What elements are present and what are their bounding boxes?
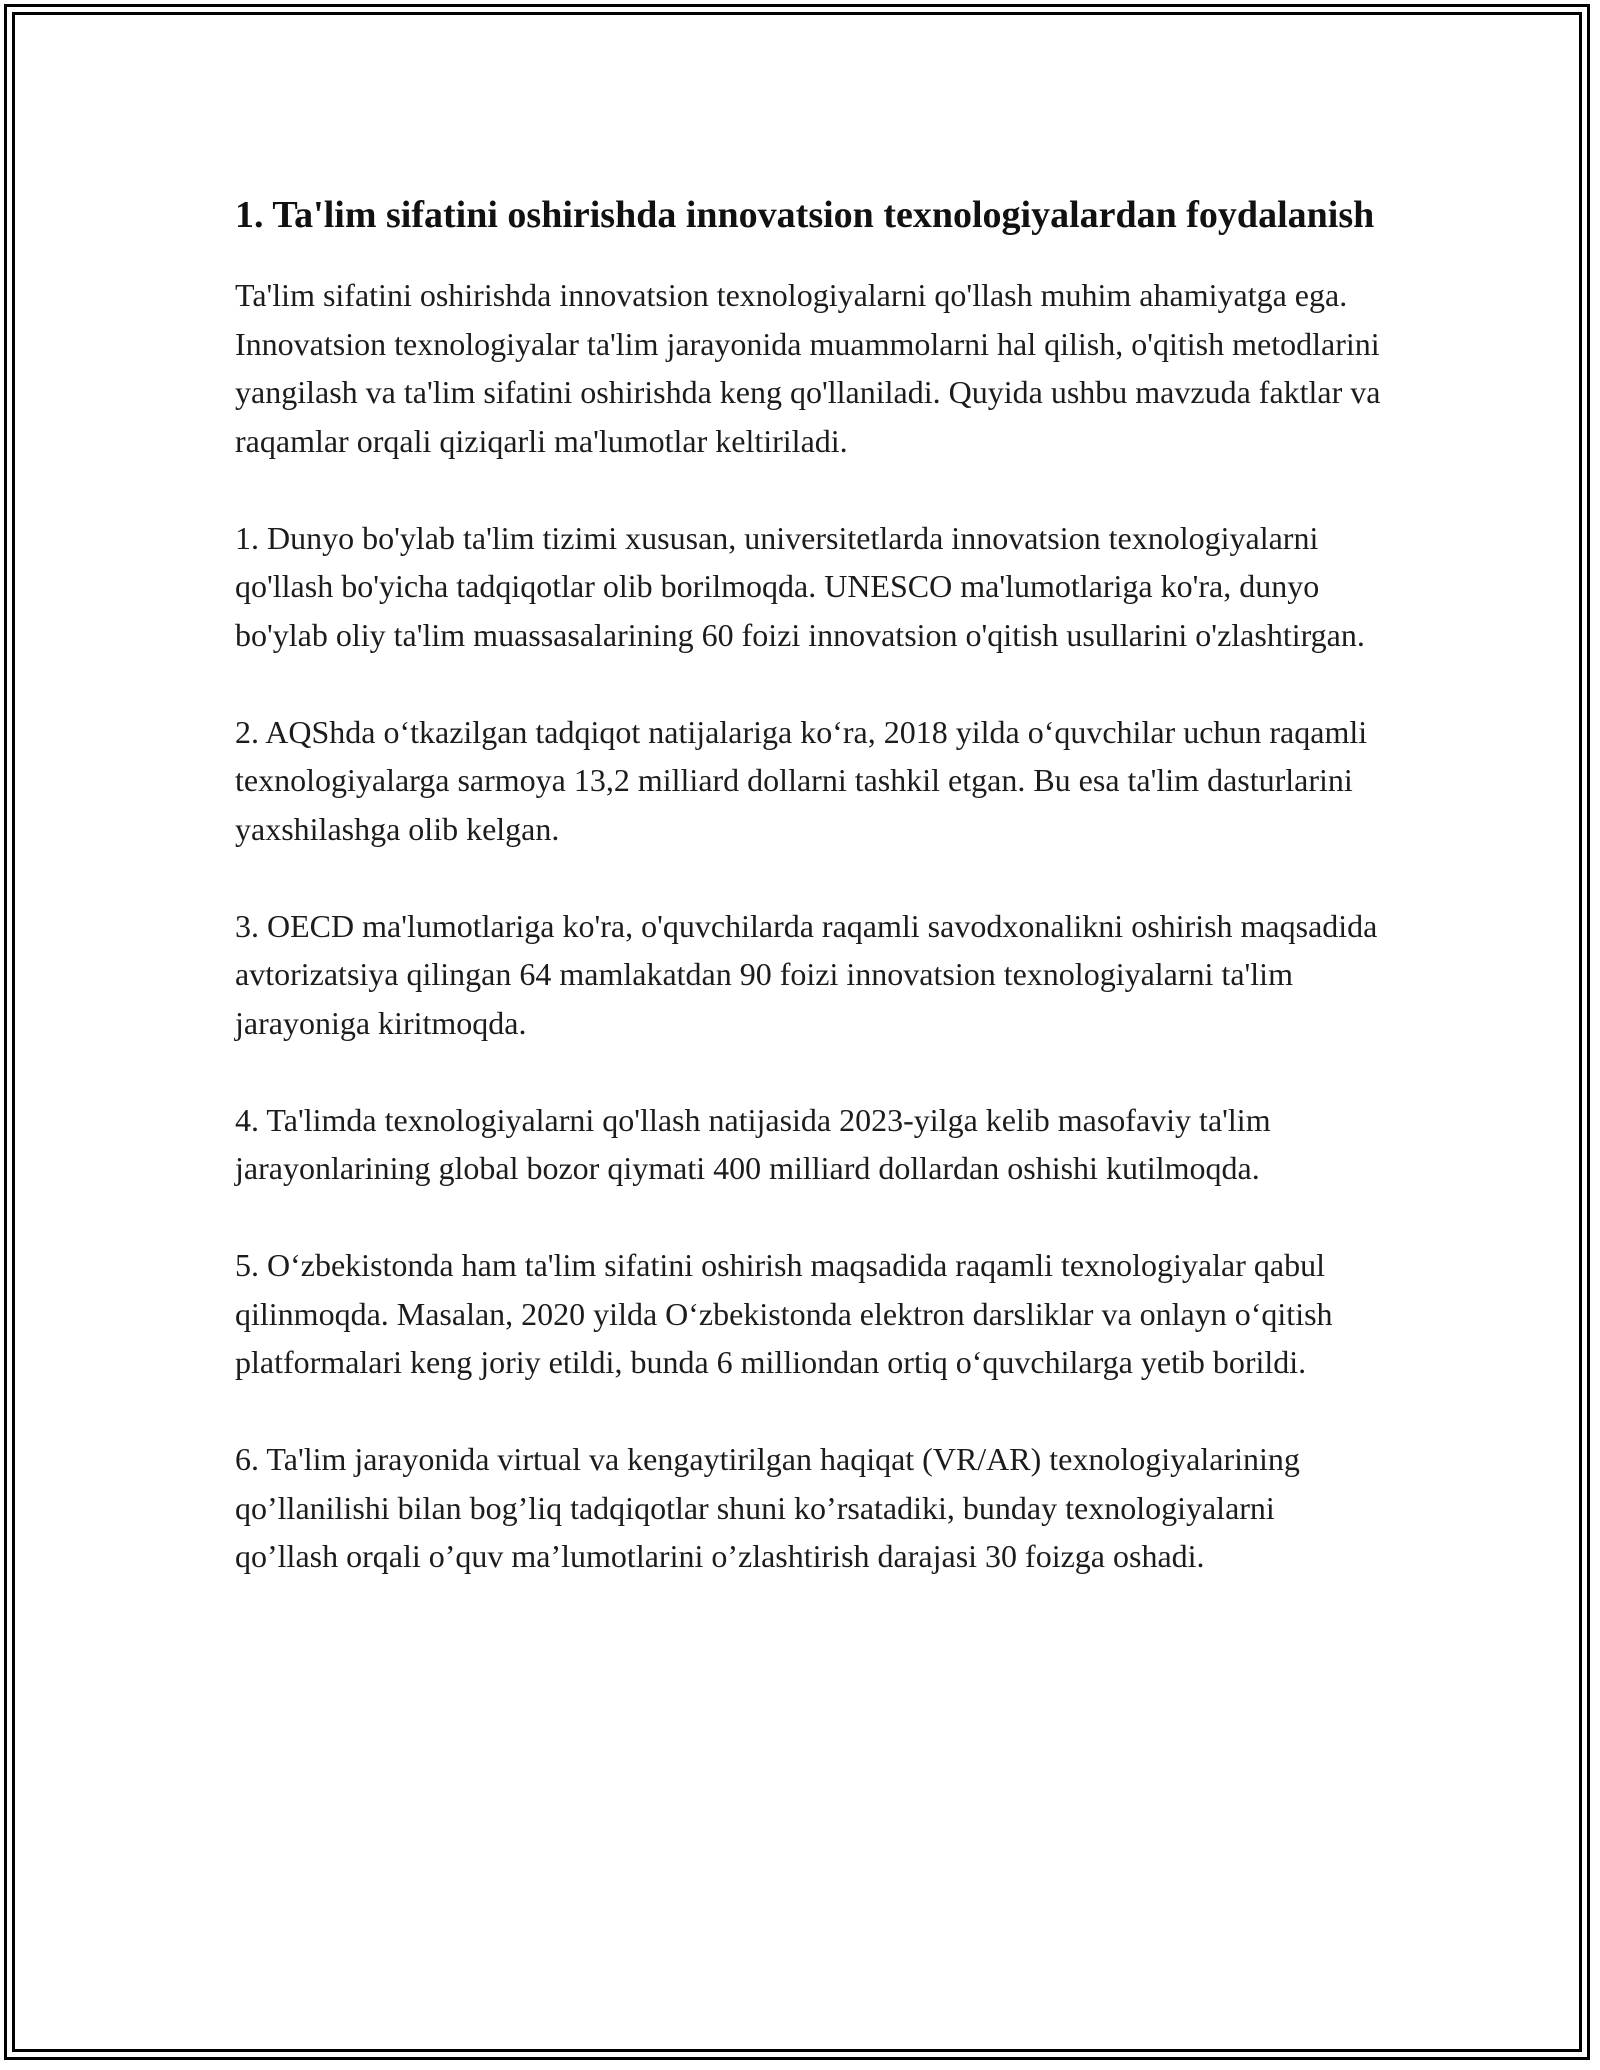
fact-paragraph-4: 4. Ta'limda texnologiyalarni qo'llash natijasida 2023-yilga kelib masofaviy ta'lim jarayonlarining global bozor qiymati 400 milliard dollardan oshishi kutilmoqda. xyxy=(235,1101,1271,1186)
fact-paragraph-3: 3. OECD ma'lumotlariga ko'ra, o'quvchilarda raqamli savodxonalikni oshirish maqsadida avtorizatsiya qilingan 64 mamlakatdan 90 foizi innovatsion texnologiyalarni ta'lim jarayoniga kiritmoqda. xyxy=(235,907,1378,1041)
fact-paragraph-6: 6. Ta'lim jarayonida virtual va kengaytirilgan haqiqat (VR/AR) texnologiyalarining qo’llanilishi bilan bog’liq tadqiqotlar shuni ko’rsatadiki, bunday texnologiyalarni qo’llash orqali o’quv ma’lumotlarini o’zlashtirish darajasi 30 foizga oshadi. xyxy=(235,1441,1300,1574)
fact-paragraph-2: 2. AQShda oʻtkazilgan tadqiqot natijalariga koʻra, 2018 yilda oʻquvchilar uchun raqamli texnologiyalarga sarmoya 13,2 milliard dollarni tashkil etgan. Bu esa ta'lim dasturlarini yaxshilashga olib kelgan. xyxy=(235,713,1368,847)
intro-paragraph: Ta'lim sifatini oshirishda innovatsion texnologiyalarni qo'llash muhim ahamiyatga ega. Innovatsion texnologiyalar ta'lim jarayonida muammolarni hal qilish, o'qitish metodlarini yangilash va ta'lim sifatini oshirishda keng qo'llaniladi. Quyida ushbu mavzuda faktlar va raqamlar orqali qiziqarli ma'lumotlar keltiriladi. xyxy=(235,277,1381,459)
fact-paragraph-5: 5. Oʻzbekistonda ham ta'lim sifatini oshirish maqsadida raqamli texnologiyalar qabul qilinmoqda. Masalan, 2020 yilda Oʻzbekistonda elektron darsliklar va onlayn oʻqitish platformalari keng joriy etildi, bunda 6 milliondan ortiq oʻquvchilarga yetib borildi. xyxy=(235,1247,1333,1380)
document-body xyxy=(235,188,1385,1581)
fact-paragraph-1: 1. Dunyo bo'ylab ta'lim tizimi xususan, universitetlarda innovatsion texnologiyalarni qo'llash bo'yicha tadqiqotlar olib borilmoqda. UNESCO ma'lumotlariga ko'ra, dunyo bo'ylab oliy ta'lim muassasalarining 60 foizi innovatsion o'qitish usullarini o'zlashtirgan. xyxy=(235,519,1365,653)
document-title: 1. Ta'lim sifatini oshirishda innovatsion texnologiyalardan foydalanish xyxy=(235,194,1375,236)
